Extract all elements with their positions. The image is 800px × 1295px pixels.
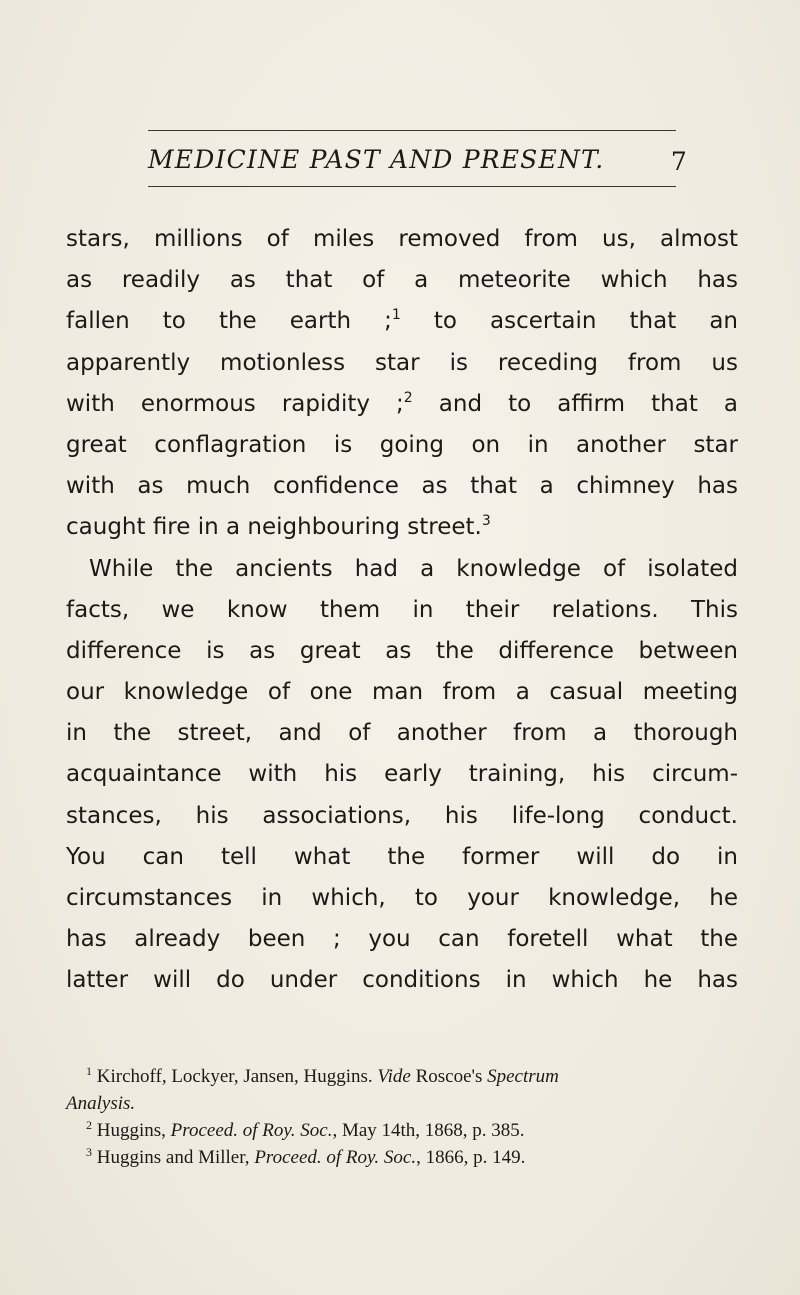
- text-line: difference is as great as the difference between: [66, 637, 738, 664]
- text-line: facts, we know them in their relations. This: [66, 596, 738, 623]
- text-line: acquaintance with his early training, his circum-: [66, 761, 738, 788]
- footnote-3: $^3$ Huggins and Miller, Proceed. of Roy. Soc., 1866, p. 149.: [86, 1145, 526, 1168]
- text-line: circumstances in which, to your knowledge, he: [66, 885, 738, 911]
- text-line: You can tell what the former will do in: [66, 843, 738, 870]
- footnote-1: $^1$ Kirchoff, Lockyer, Jansen, Huggins. Vide Roscoe's Spectrum: [86, 1064, 559, 1087]
- text-line: has already been ; you can foretell what the: [66, 926, 738, 953]
- text-line: stars, millions of miles removed from us, almost: [66, 226, 738, 252]
- text-line: apparently motionless star is receding from us: [66, 349, 738, 376]
- text-line: While the ancients had a knowledge of isolated: [89, 555, 738, 582]
- text-line: caught fire in a neighbouring street.$^3$: [66, 513, 491, 541]
- footnote-ref: 3: [481, 513, 491, 530]
- page-number: 7: [670, 147, 688, 176]
- text-line: fallen to the earth ;$^1$ to ascertain that an: [66, 307, 738, 335]
- text-line: with as much confidence as that a chimney has: [66, 473, 738, 500]
- text-line: with enormous rapidity ;$^2$ and to affirm that a: [66, 389, 738, 417]
- footnotes: [66, 1063, 738, 1171]
- footnote-ref: 2: [403, 389, 413, 406]
- body-text: [66, 219, 738, 1002]
- text-line: latter will do under conditions in which he has: [66, 967, 738, 994]
- text-line: great conflagration is going on in another star: [66, 431, 738, 458]
- header-top-rule: [148, 130, 676, 131]
- footnote-2: $^2$ Huggins, Proceed. of Roy. Soc., May 14th, 1868, p. 385.: [86, 1118, 525, 1141]
- footnote-1-continued: Analysis.: [66, 1093, 136, 1114]
- text-line: as readily as that of a meteorite which has: [66, 267, 738, 294]
- header-bottom-rule: [148, 186, 676, 187]
- running-head: [148, 140, 688, 180]
- footnote-ref: 1: [391, 307, 401, 324]
- text-line: in the street, and of another from a thorough: [66, 720, 738, 747]
- text-line: our knowledge of one man from a casual meeting: [66, 679, 738, 706]
- text-line: stances, his associations, his life-long conduct.: [66, 802, 738, 829]
- running-head-title: MEDICINE PAST AND PRESENT.: [148, 145, 605, 174]
